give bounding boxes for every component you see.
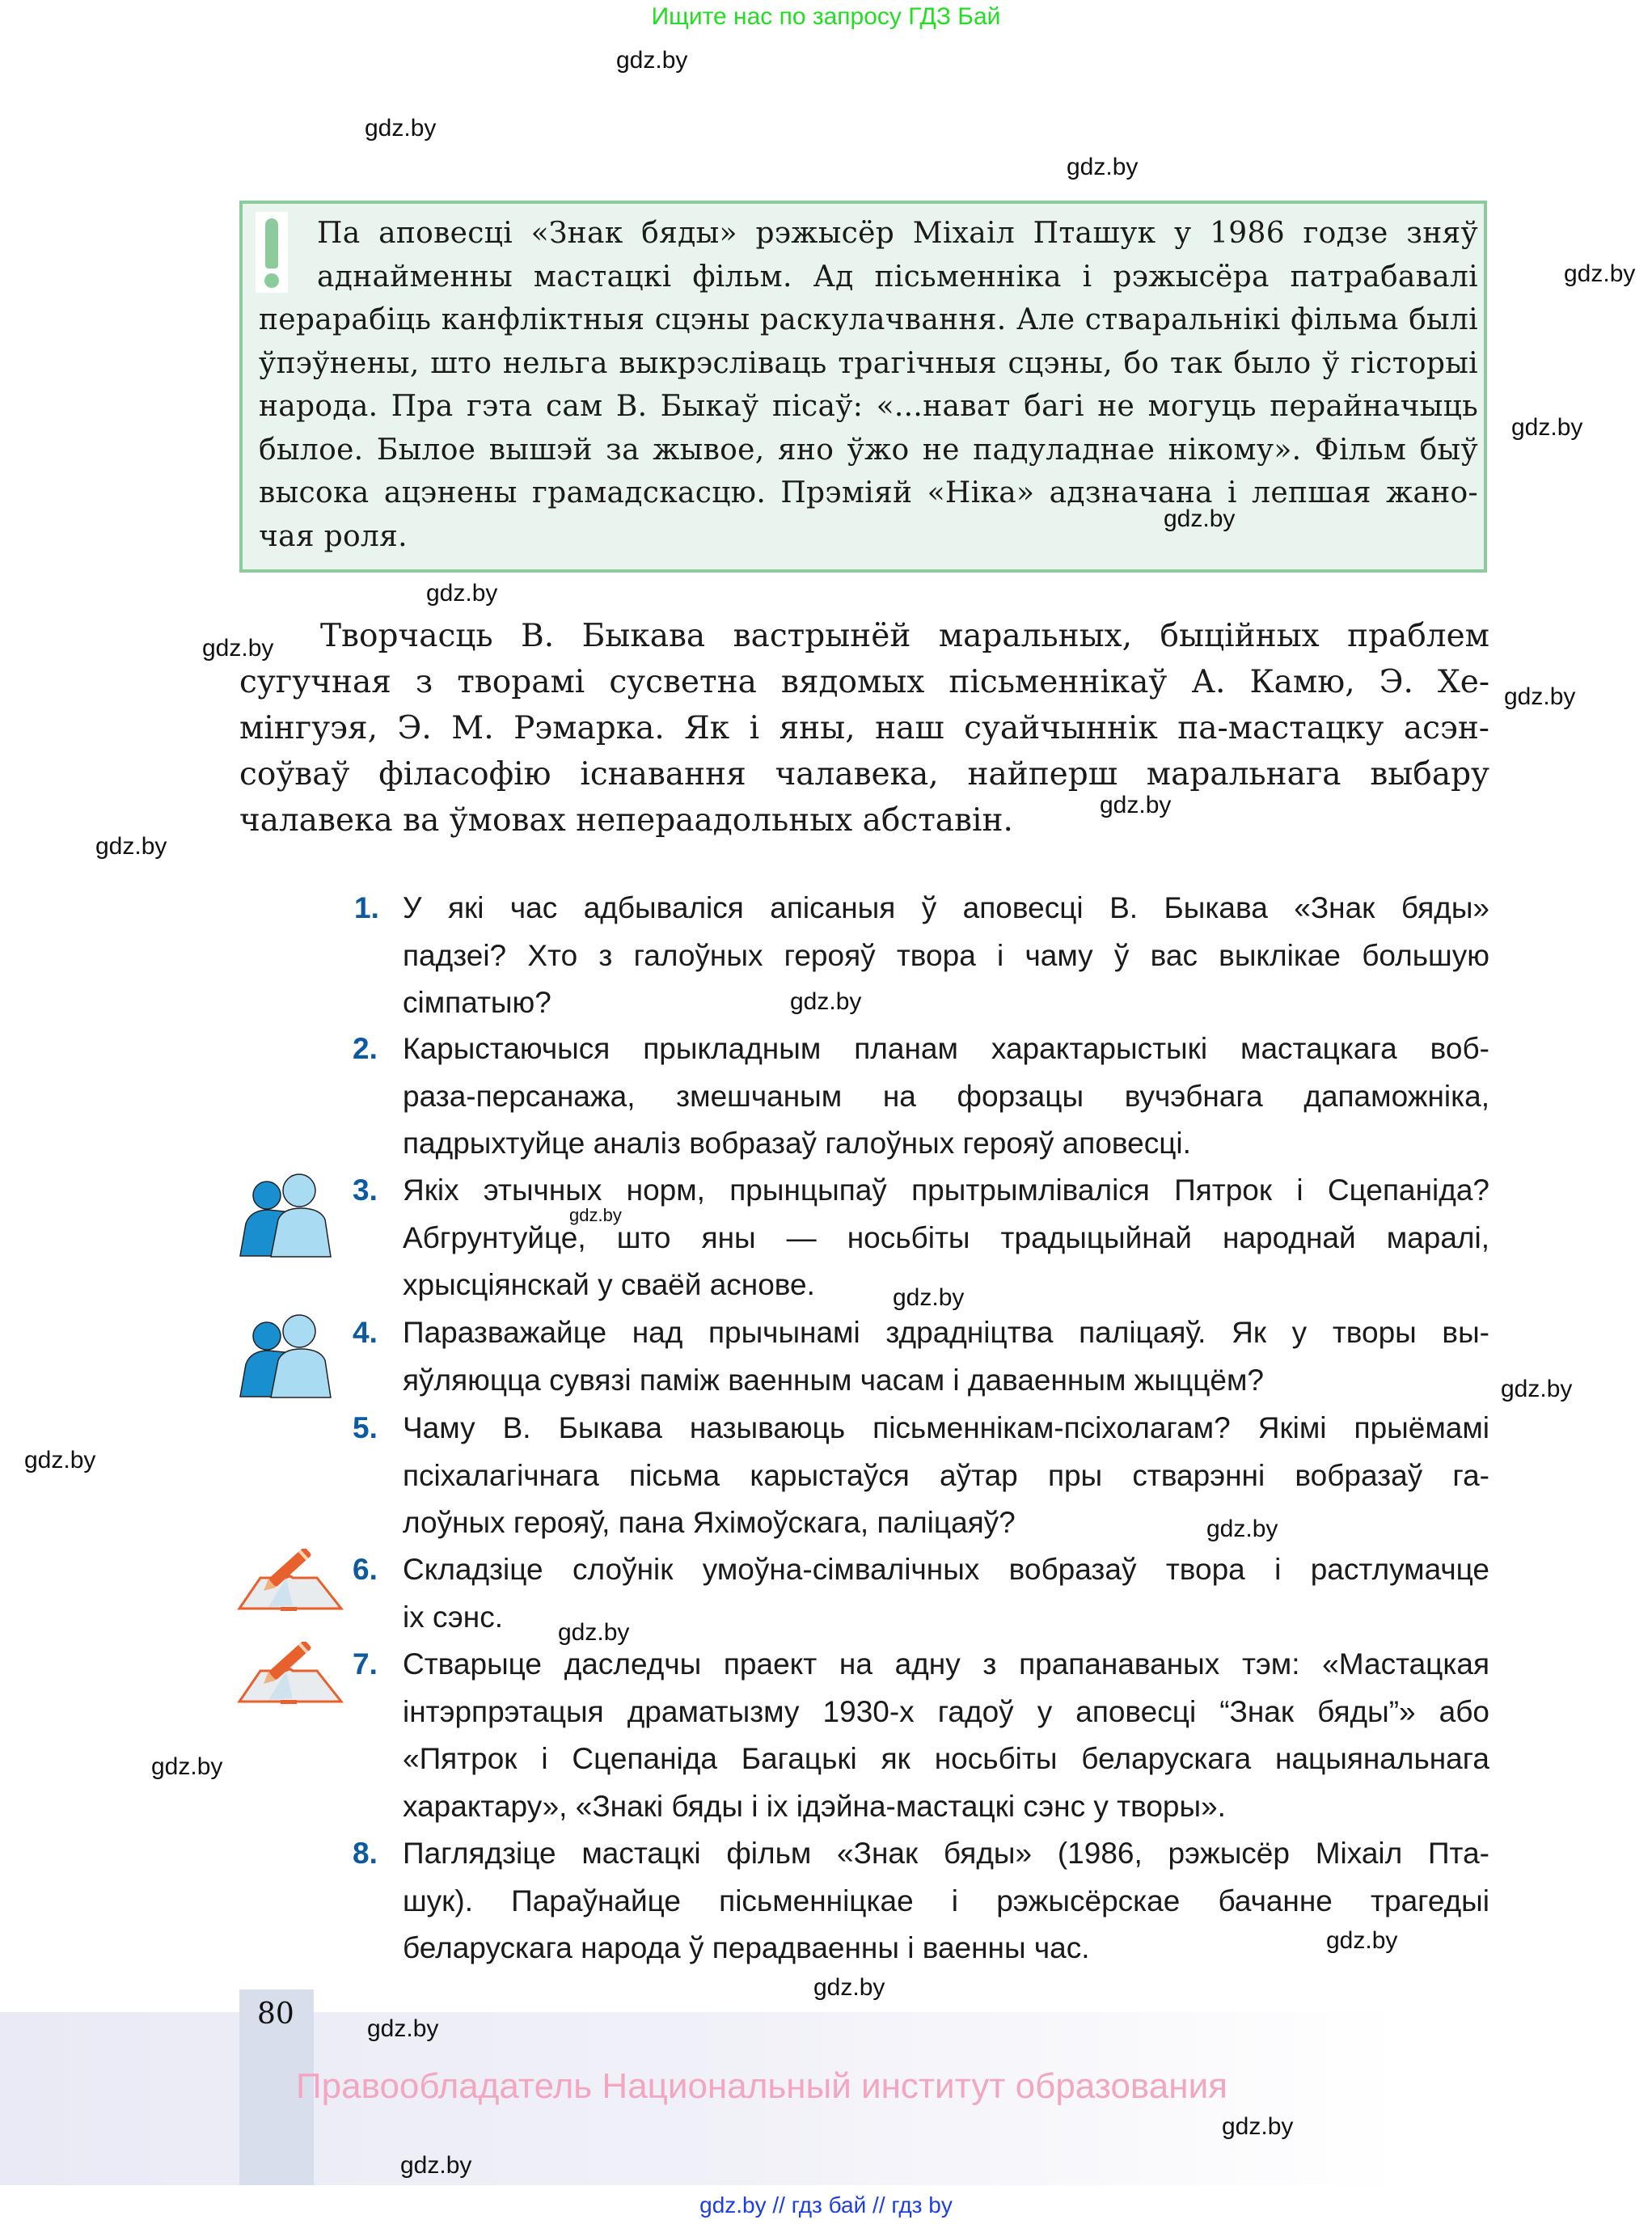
watermark: gdz.by (367, 2015, 439, 2042)
info-line: былое. Былое вышэй за жывое, яно ўжо не падуладнае нікому». Фільм быў (259, 433, 1478, 467)
question-line: сімпатыю? (403, 986, 551, 1019)
question-line: Паразважайце над прычынамі здрадніцтва паліцаяў. Як у творы вы- (403, 1316, 1489, 1349)
question-4-text (403, 1309, 1489, 1404)
question-line: Карыстаючыся прыкладным планам характарыстыкі мастацкага воб- (403, 1032, 1489, 1065)
question-2-text (403, 1025, 1489, 1168)
question-number: 8. (353, 1837, 378, 1870)
question-line: падзеі? Хто з галоўных герояў твора і чаму ў вас выклікае большую (403, 938, 1489, 972)
pair-work-icon (236, 1171, 341, 1260)
watermark: gdz.by (1222, 2113, 1294, 2140)
watermark: gdz.by (1164, 505, 1236, 532)
question-line: У які час адбываліся апісаныя ў аповесці В. Быкава «Знак бяды» (403, 891, 1489, 924)
info-note-text (259, 212, 1478, 558)
info-line: чая роля. (259, 519, 408, 553)
watermark: gdz.by (1501, 1376, 1573, 1402)
watermark: gdz.by (1564, 260, 1636, 287)
question-line: лоўных герояў, пана Яхімоўскага, паліцаяў? (403, 1506, 1016, 1539)
watermark: gdz.by (1206, 1516, 1278, 1542)
watermark: gdz.by (616, 47, 688, 74)
question-line: падрыхтуйце аналіз вобразаў галоўных герояў аповесці. (403, 1127, 1191, 1160)
question-5-text (403, 1405, 1489, 1547)
written-task-icon (236, 1642, 345, 1706)
watermark: gdz.by (202, 635, 274, 662)
watermark: gdz.by (893, 1284, 965, 1311)
question-line: хрысціянскай у сваёй аснове. (403, 1268, 815, 1301)
question-number: 2. (353, 1032, 378, 1065)
question-line: «Пятрок і Сцепаніда Багацькі як носьбіты беларускага нацыянальнага (403, 1742, 1489, 1775)
pair-work-icon (236, 1312, 341, 1401)
written-task-icon (236, 1549, 345, 1613)
question-number: 4. (353, 1316, 378, 1349)
question-1-text (403, 885, 1489, 1027)
watermark: gdz.by (365, 115, 437, 142)
info-line: высока ацэнены грамадскасцю. Прэміяй «Ніка» адзначана і лепшая жано- (259, 476, 1478, 509)
watermark: gdz.by (813, 1974, 885, 2001)
question-line: яўляюцца сувязі паміж ваенным часам і даваенным жыццём? (403, 1363, 1264, 1397)
watermark: gdz.by (569, 1205, 622, 1225)
watermark: gdz.by (558, 1619, 630, 1646)
watermark: gdz.by (1326, 1927, 1398, 1954)
search-promo-text: Ищите нас по запросу ГДЗ Бай (651, 3, 1001, 30)
info-line: народа. Пра гэта сам В. Быкаў пісаў: «...нават багі не могуць перайначыць (259, 390, 1478, 423)
paragraph-line: соўваў філасофію існавання чалавека, найперш маральнага выбару (239, 756, 1489, 793)
info-line: аднайменны мастацкі фільм. Ад пісьменніка і рэжысёра патрабавалі (317, 260, 1478, 294)
watermark: gdz.by (426, 580, 498, 607)
watermark: gdz.by (24, 1447, 96, 1474)
question-number: 7. (353, 1647, 378, 1681)
paragraph-line: сугучная з творамі сусветна вядомых пісьменнікаў А. Камю, Э. Хе- (239, 664, 1489, 700)
watermark: gdz.by (151, 1753, 223, 1780)
question-line: іх сэнс. (403, 1600, 504, 1634)
question-line: раза-персанажа, змешчаным на форзацы вучэбнага дапаможніка, (403, 1079, 1489, 1113)
info-line: Па аповесці «Знак бяды» рэжысёр Міхаіл Пташук у 1986 годзе зняў (317, 217, 1478, 250)
question-7-text (403, 1641, 1489, 1830)
question-number: 5. (353, 1411, 378, 1444)
watermark: gdz.by (95, 833, 167, 860)
question-line: Абгрунтуйце, што яны — носьбіты традыцыйнай народнай маралі, (403, 1220, 1489, 1254)
info-line: перарабіць канфліктныя сцэны раскулачвання. Але стваральнікі фільма былі (259, 303, 1478, 336)
watermark: gdz.by (790, 988, 862, 1015)
watermark: gdz.by (1100, 792, 1172, 818)
question-line: Чаму В. Быкава называюць пісьменнікам-псіхолагам? Якімі прыёмамі (403, 1411, 1489, 1444)
footer-site-links[interactable]: gdz.by // гдз бай // гдз by (699, 2192, 953, 2218)
paragraph-line: чалавека ва ўмовах неперaадольных абставін. (239, 802, 1013, 839)
question-line: Якіх этычных норм, прынцыпаў прытрымліваліся Пятрок і Сцепаніда? (403, 1173, 1489, 1207)
watermark: gdz.by (1067, 154, 1139, 180)
question-number: 3. (353, 1173, 378, 1207)
question-line: шук). Параўнайце пісьменніцкае і рэжысёрскае бачанне трагедыі (403, 1884, 1489, 1917)
body-paragraph (239, 613, 1489, 844)
question-line: Паглядзіце мастацкі фільм «Знак бяды» (1986, рэжысёр Міхаіл Пта- (403, 1837, 1489, 1870)
info-line: ўпэўнены, што нельга выкрэсліваць трагічныя сцэны, бо так было ў гісторыі (259, 346, 1478, 380)
watermark: gdz.by (1511, 414, 1583, 441)
question-number: 1. (354, 891, 379, 924)
paragraph-line: Творчасць В. Быкава вастрынёй маральных, быційных праблем (320, 618, 1489, 654)
question-line: Складзіце слоўнік умоўна-сімвалічных вобразаў твора і растлумачце (403, 1553, 1489, 1586)
paragraph-line: мінгуэя, Э. М. Рэмарка. Як і яны, наш суайчыннік па-мастацку асэн- (239, 710, 1489, 746)
copyright-notice: Правообладатель Национальный институт образования (296, 2066, 1227, 2106)
question-line: інтэрпрэтацыя драматызму 1930-х гадоў у аповесці “Знак бяды”» або (403, 1694, 1489, 1728)
question-line: беларускага народа ў перадваенны і ваенны час. (403, 1931, 1090, 1964)
watermark: gdz.by (400, 2152, 472, 2179)
question-line: Стварыце даследчы праект на адну з прапанаваных тэм: «Мастацкая (403, 1647, 1489, 1681)
question-number: 6. (353, 1553, 378, 1586)
watermark: gdz.by (1504, 683, 1576, 710)
question-line: характару», «Знакі бяды і іх ідэйна-мастацкі сэнс у творы». (403, 1789, 1226, 1823)
question-line: псіхалагічнага пісьма карыстаўся аўтар пры стварэнні вобразаў га- (403, 1458, 1489, 1492)
page-number: 80 (257, 1998, 294, 2031)
